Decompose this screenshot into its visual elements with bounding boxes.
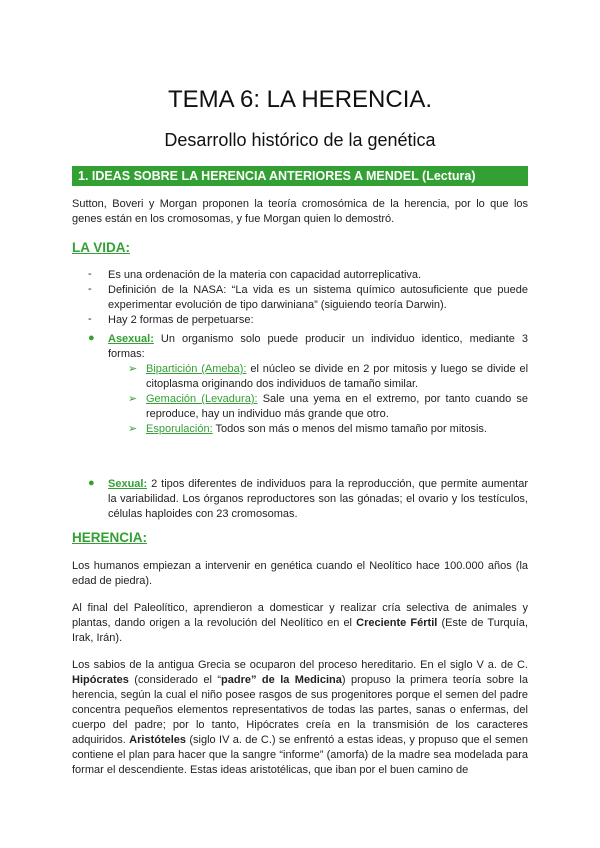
herencia-paragraph-2: Al final del Paleolítico, aprendieron a domesticar y realizar cría selectiva de animales y plantas, dando origen a la revolución del Neolítico en el Creciente Fértil (Este de Turquía, Irak, Irán). — [72, 602, 528, 644]
dash-marker: - — [88, 283, 92, 295]
vida-item-forms: Hay 2 formas de perpetuarse: — [108, 314, 254, 326]
hipocrates-term: Hipócrates — [72, 674, 129, 686]
sexual-label: Sexual: — [108, 478, 148, 490]
gemacion-item: Gemación (Levadura): Sale una yema en el extremo, por tanto cuando se reproduce, hay un individuo más grande que otro. — [146, 393, 528, 420]
aristoteles-term: Aristóteles — [129, 734, 187, 746]
bullet-icon: ● — [88, 332, 95, 344]
page-title: TEMA 6: LA HERENCIA. — [167, 86, 433, 113]
intro-paragraph: Sutton, Boveri y Morgan proponen la teoría cromosómica de la herencia, por lo que los genes están en los cromosomas, y fue Morgan quien lo demostró. — [72, 198, 528, 225]
dash-marker: - — [88, 268, 92, 280]
biparticion-item: Bipartición (Ameba): el núcleo se divide en 2 por mitosis y luego se divide el citoplasma originando dos individuos de tamaño similar. — [146, 363, 529, 390]
arrow-bullet-icon: ➢ — [128, 393, 138, 405]
bullet-icon: ● — [88, 477, 95, 489]
section-heading-vida: LA VIDA: — [72, 240, 130, 255]
asexual-item: Asexual: Un organismo solo puede producir un individuo identico, mediante 3 formas: — [108, 333, 528, 360]
padre-medicina-term: padre” de la Medicina — [221, 674, 342, 686]
arrow-bullet-icon: ➢ — [128, 423, 138, 435]
esporulacion-item: Esporulación: Todos son más o menos del mismo tamaño por mitosis. — [146, 423, 487, 435]
vida-item-definition: Es una ordenación de la materia con capacidad autorreplicativa. — [108, 269, 422, 281]
section-heading-herencia: HERENCIA: — [72, 530, 148, 545]
vida-item-nasa: Definición de la NASA: “La vida es un sistema químico autosuficiente que puede experimentar evolución de tipo darwiniana” (siguiendo teoría Darwin). — [108, 284, 528, 311]
arrow-bullet-icon: ➢ — [128, 363, 138, 375]
dash-marker: - — [88, 313, 92, 325]
gemacion-label: Gemación (Levadura): — [146, 393, 258, 405]
asexual-label: Asexual: — [108, 333, 154, 345]
biparticion-label: Bipartición (Ameba): — [146, 363, 247, 375]
page-subtitle: Desarrollo histórico de la genética — [164, 130, 436, 150]
section-banner-note: (Lectura) — [422, 169, 476, 183]
creciente-fertil-term: Creciente Fértil — [356, 617, 438, 629]
section-banner-title: 1. IDEAS SOBRE LA HERENCIA ANTERIORES A MENDEL — [78, 169, 419, 183]
herencia-paragraph-3: Los sabios de la antigua Grecia se ocuparon del proceso hereditario. En el siglo V a. de C. Hipócrates (considerado el “padre” de la Medicina) propuso la primera teoría sobre la herencia, según la cual el niño posee rasgos de sus progenitores porque el semen del padre concentra pequeños elementos representativos de todas las partes, sanas o enfermas, del cuerpo del padre; por lo tanto, Hipócrates creía en la transmisión de los caracteres adquiridos. Aristóteles (siglo IV a. de C.) se enfrentó a estas ideas, y propuso que el semen contiene el plan para hacer que la sangre “informe” (amorfa) de la madre sea modelada para formar el descendiente. Estas ideas aristotélicas, que iban por el buen camino de — [72, 659, 528, 776]
herencia-paragraph-1: Los humanos empiezan a intervenir en genética cuando el Neolítico hace 100.000 años (la edad de piedra). — [72, 560, 528, 587]
esporulacion-label: Esporulación: — [146, 423, 213, 435]
sexual-item: Sexual: 2 tipos diferentes de individuos para la reproducción, que permite aumentar la variabilidad. Los órganos reproductores son las gónadas; el ovario y los testículos, células haploides con 23 cromosomas. — [108, 478, 528, 520]
section-banner — [72, 166, 528, 186]
